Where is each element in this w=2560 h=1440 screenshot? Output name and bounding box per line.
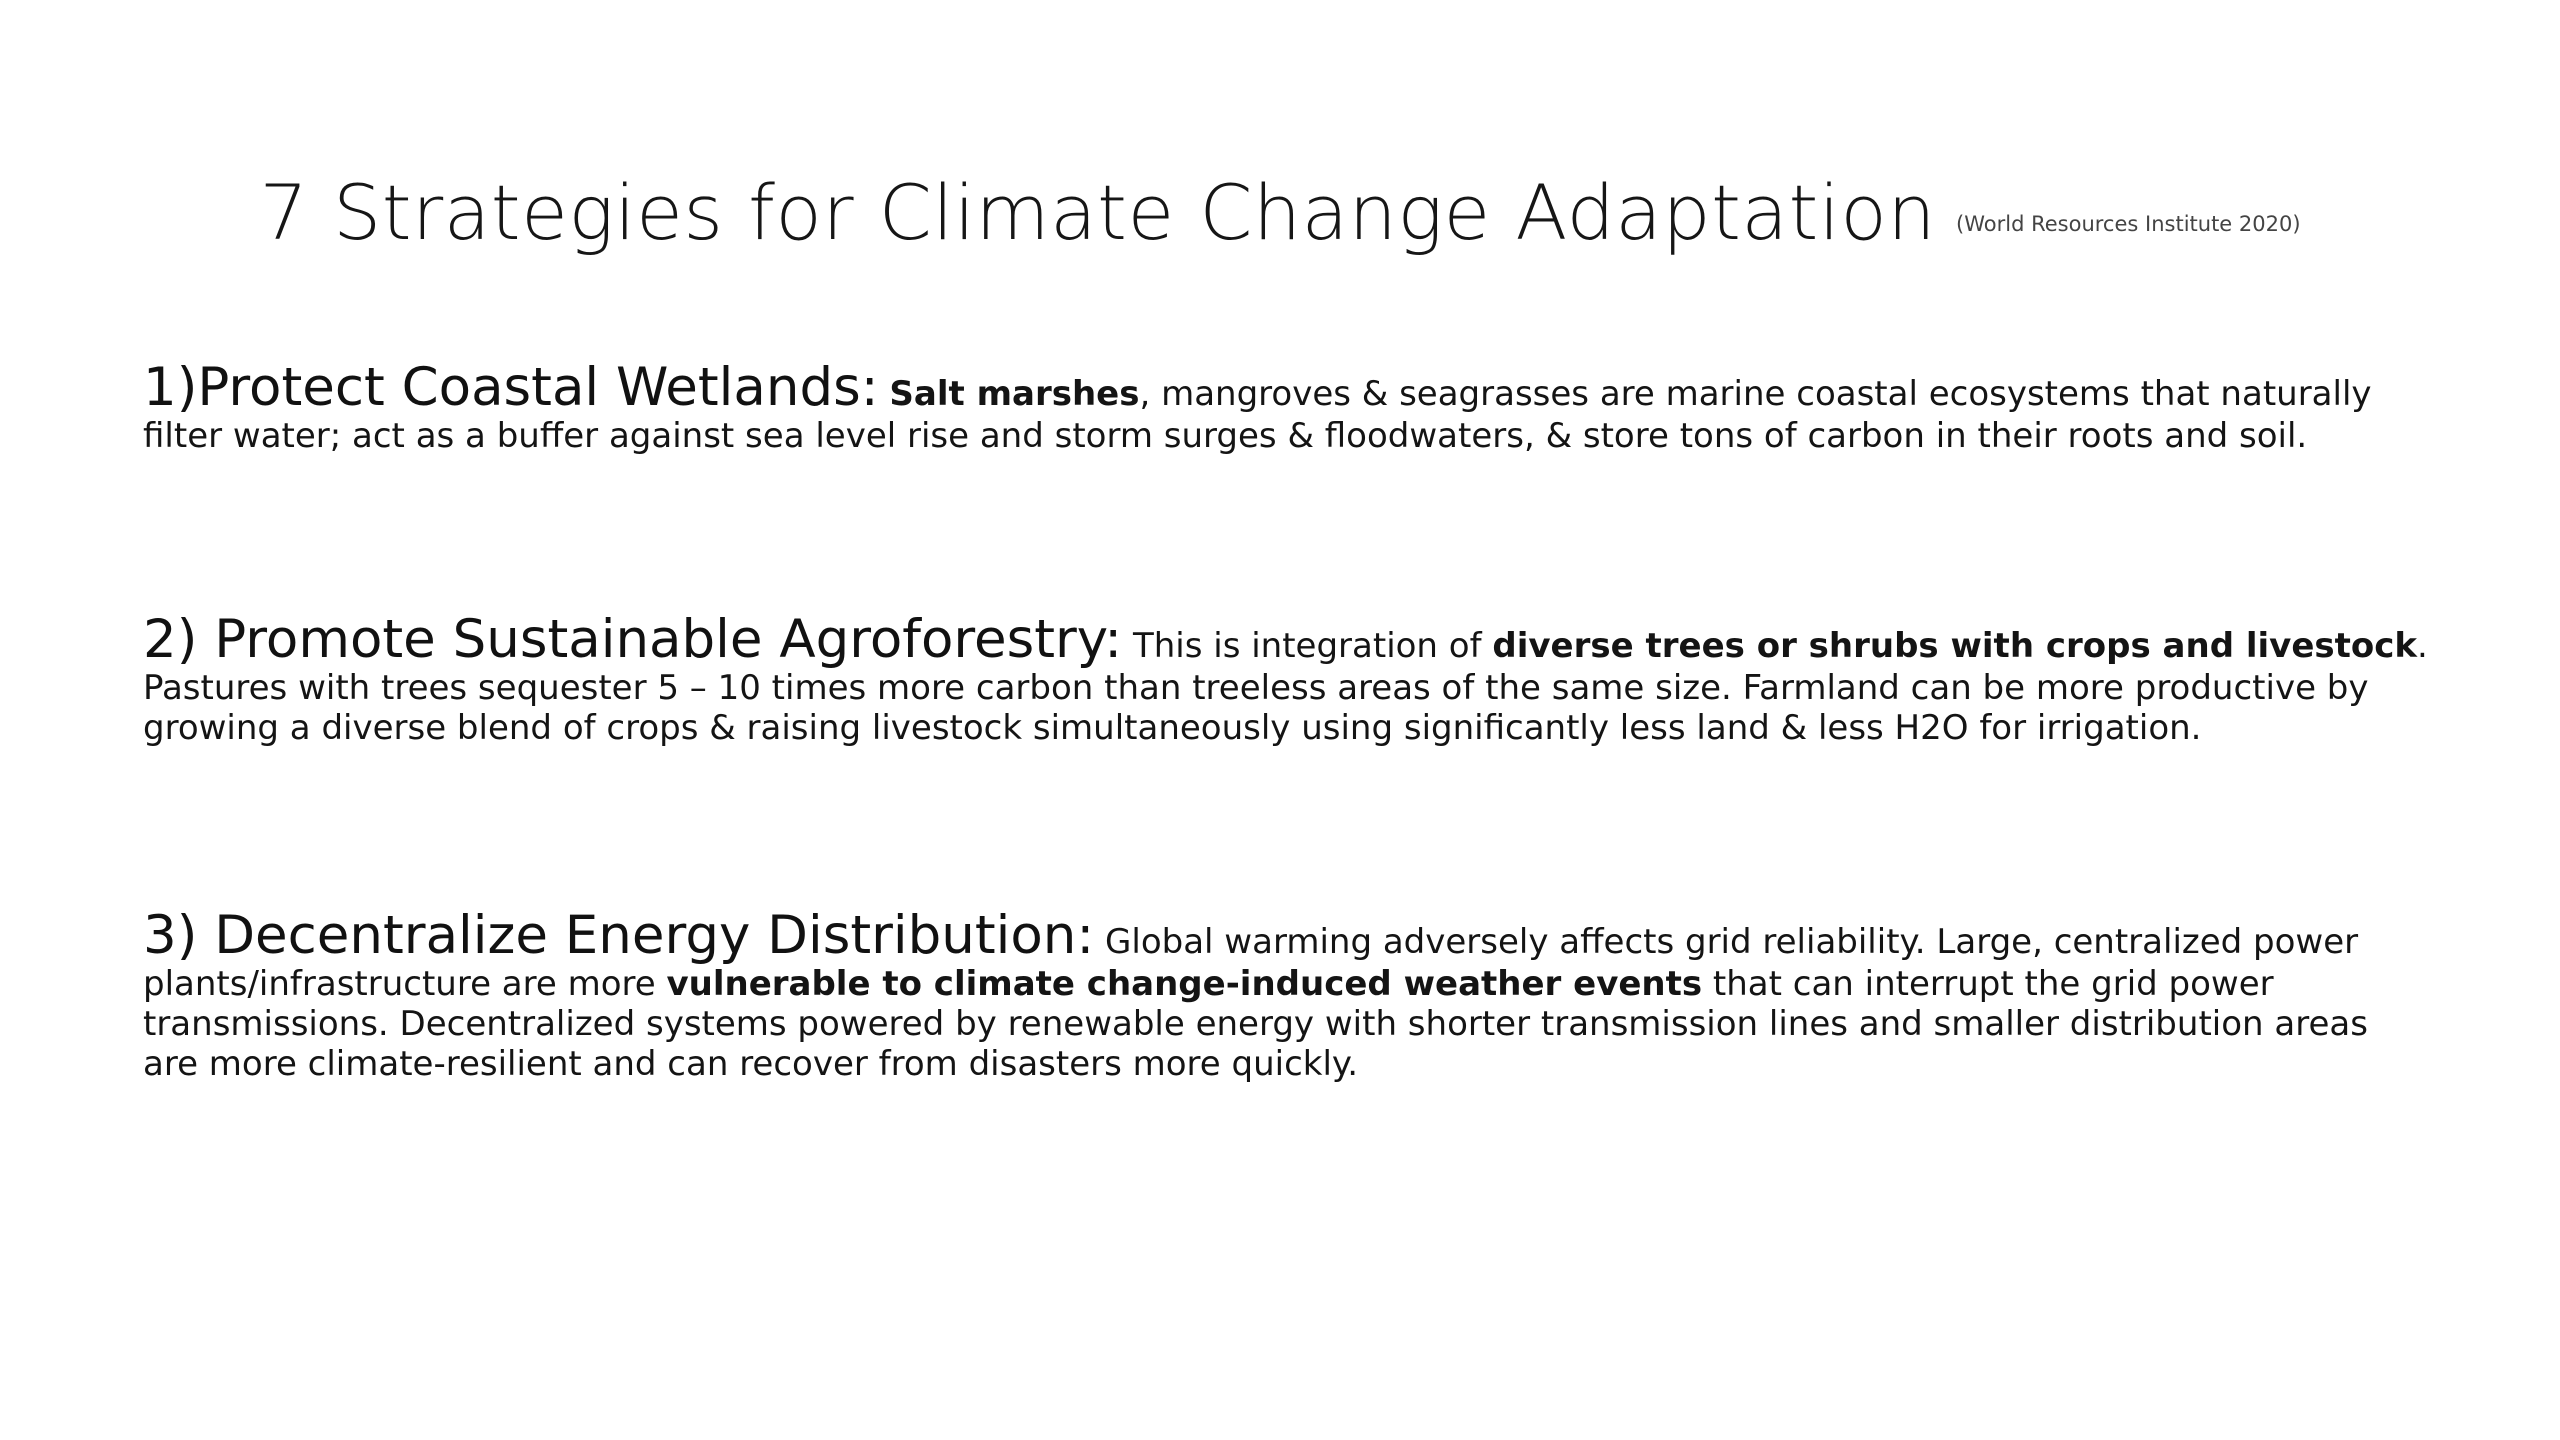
- strategy-text: Global warming adversely affects grid reliability. Large, centralized power plants/infrastructure are more: [143, 922, 2359, 1004]
- citation: (World Resources Institute 2020): [1956, 212, 2301, 236]
- strategy-emphasis: Salt marshes: [889, 374, 1140, 414]
- strategy-text: , mangroves & seagrasses are marine coastal ecosystems that naturally filter water; act as a buffer against sea level rise and storm surges & floodwaters, & store tons of carbon in their roots and soil.: [143, 374, 2372, 456]
- strategy-heading: 2) Promote Sustainable Agroforestry:: [143, 609, 1123, 670]
- strategy-2: [143, 609, 2433, 748]
- strategy-heading: 3) Decentralize Energy Distribution:: [143, 905, 1095, 966]
- strategy-text: [879, 374, 890, 414]
- strategy-emphasis: vulnerable to climate change-induced weather events: [666, 964, 1703, 1004]
- strategy-emphasis: diverse trees or shrubs with crops and livestock: [1492, 626, 2418, 666]
- strategy-3: [143, 905, 2433, 1084]
- strategy-text: This is integration of: [1122, 626, 1493, 666]
- title-row: [0, 168, 2560, 257]
- slide-title: 7 Strategies for Climate Change Adaptation: [259, 168, 1937, 257]
- strategy-heading: 1)Protect Coastal Wetlands:: [143, 357, 879, 418]
- strategy-text: . Pastures with trees sequester 5 – 10 times more carbon than treeless areas of the same size. Farmland can be more productive by growing a diverse blend of crops & raising livestock simultaneously using significantly less land & less H2O for irrigation.: [143, 626, 2428, 748]
- strategy-text: that can interrupt the grid power transmissions. Decentralized systems powered by renewable energy with shorter transmission lines and smaller distribution areas are more climate-resilient and can recover from disasters more quickly.: [143, 964, 2368, 1084]
- strategy-1: [143, 357, 2433, 456]
